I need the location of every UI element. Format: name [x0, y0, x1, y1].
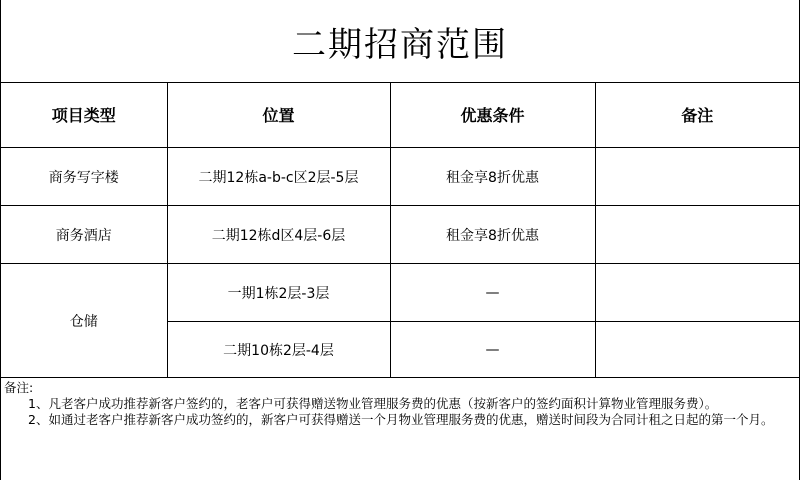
notes-section[interactable]: [1, 380, 799, 428]
notes-label: 备注:: [4, 380, 34, 395]
page-title: 二期招商范围: [1, 0, 799, 83]
table-row: [1, 264, 799, 322]
cell-location[interactable]: 二期12栋a-b-c区2层-5层: [167, 148, 390, 206]
cell-discount[interactable]: —: [390, 264, 595, 322]
cell-location[interactable]: 二期12栋d区4层-6层: [167, 206, 390, 264]
investment-scope-table: [1, 82, 799, 378]
table-row: [1, 206, 799, 264]
header-discount: 优惠条件: [390, 82, 595, 148]
cell-location[interactable]: 一期1栋2层-3层: [167, 264, 390, 322]
cell-remark[interactable]: [595, 322, 799, 378]
cell-remark[interactable]: [595, 264, 799, 322]
cell-discount[interactable]: —: [390, 322, 595, 378]
cell-type[interactable]: 商务酒店: [1, 206, 167, 264]
header-location: 位置: [167, 82, 390, 148]
note-item-2: 2、如通过老客户推荐新客户成功签约的，新客户可获得赠送一个月物业管理服务费的优惠，赠送时间段为合同计租之日起的第一个月。: [28, 412, 774, 427]
cell-type-merged[interactable]: 仓储: [1, 264, 167, 378]
header-remark: 备注: [595, 82, 799, 148]
cell-type[interactable]: 商务写字楼: [1, 148, 167, 206]
table-row: [1, 148, 799, 206]
cell-discount[interactable]: 租金享8折优惠: [390, 206, 595, 264]
cell-location[interactable]: 二期10栋2层-4层: [167, 322, 390, 378]
cell-remark[interactable]: [595, 148, 799, 206]
cell-discount[interactable]: 租金享8折优惠: [390, 148, 595, 206]
cell-remark[interactable]: [595, 206, 799, 264]
table-header-row: [1, 82, 799, 148]
header-project-type: 项目类型: [1, 82, 167, 148]
note-item-1: 1、凡老客户成功推荐新客户签约的，老客户可获得赠送物业管理服务费的优惠（按新客户的签约面积计算物业管理服务费）。: [28, 396, 718, 411]
